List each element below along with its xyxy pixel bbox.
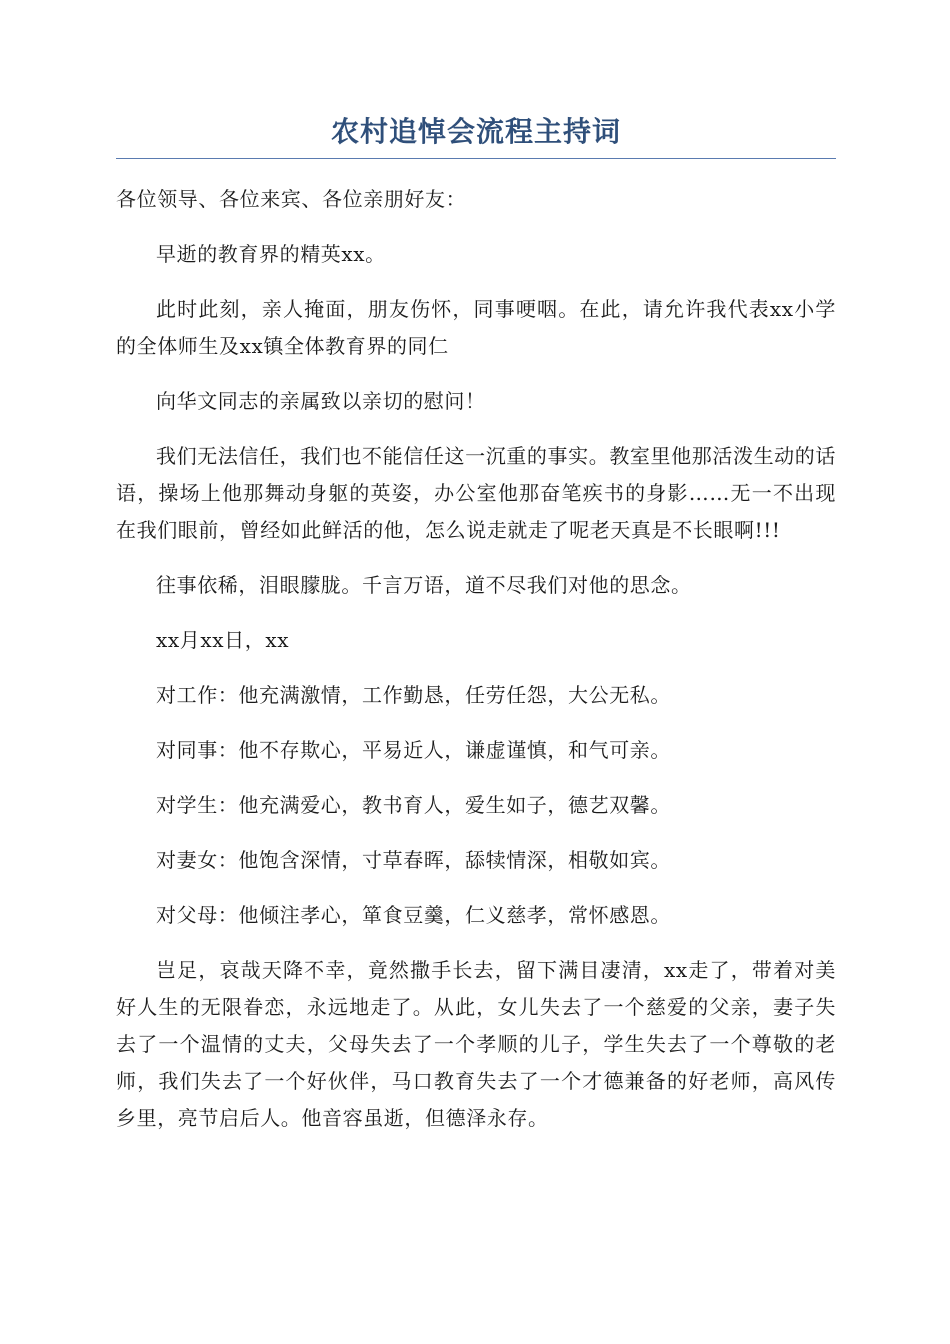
document-title: 农村追悼会流程主持词 xyxy=(116,110,836,159)
paragraph-salutation: 各位领导、各位来宾、各位亲朋好友： xyxy=(116,187,467,211)
document-page xyxy=(116,110,836,1155)
paragraph: 对工作：他充满激情，工作勤恳，任劳任怨，大公无私。 xyxy=(156,683,671,707)
paragraph: 此时此刻，亲人掩面，朋友伤怀，同事哽咽。在此，请允许我代表xx小学的全体师生及xx镇全体教育界的同仁 xyxy=(116,297,836,358)
paragraph: 我们无法信任，我们也不能信任这一沉重的事实。教室里他那活泼生动的话语，操场上他那舞动身躯的英姿，办公室他那奋笔疾书的身影……无一不出现在我们眼前，曾经如此鲜活的他，怎么说走就走了呢老天真是不长眼啊!!! xyxy=(116,444,836,542)
paragraph-date: xx月xx日，xx xyxy=(156,628,290,652)
paragraph: 对妻女：他饱含深情，寸草春晖，舔犊情深，相敬如宾。 xyxy=(156,848,671,872)
paragraph: 对同事：他不存欺心，平易近人，谦虚谨慎，和气可亲。 xyxy=(156,738,671,762)
paragraph: 往事依稀，泪眼朦胧。千言万语，道不尽我们对他的思念。 xyxy=(156,573,692,597)
paragraph: 对父母：他倾注孝心，箪食豆羹，仁义慈孝，常怀感恩。 xyxy=(156,903,671,927)
paragraph: 对学生：他充满爱心，教书育人，爱生如子，德艺双馨。 xyxy=(156,793,671,817)
paragraph: 早逝的教育界的精英xx。 xyxy=(156,242,386,266)
document-body xyxy=(116,181,836,1137)
paragraph: 向华文同志的亲属致以亲切的慰问！ xyxy=(156,389,486,413)
paragraph: 岂足，哀哉天降不幸，竟然撒手长去，留下满目凄清，xx走了，带着对美好人生的无限眷恋，永远地走了。从此，女儿失去了一个慈爱的父亲，妻子失去了一个温情的丈夫，父母失去了一个孝顺的儿子，学生失去了一个尊敬的老师，我们失去了一个好伙伴，马口教育失去了一个才德兼备的好老师，高风传乡里，亮节启后人。他音容虽逝，但德泽永存。 xyxy=(116,958,836,1130)
